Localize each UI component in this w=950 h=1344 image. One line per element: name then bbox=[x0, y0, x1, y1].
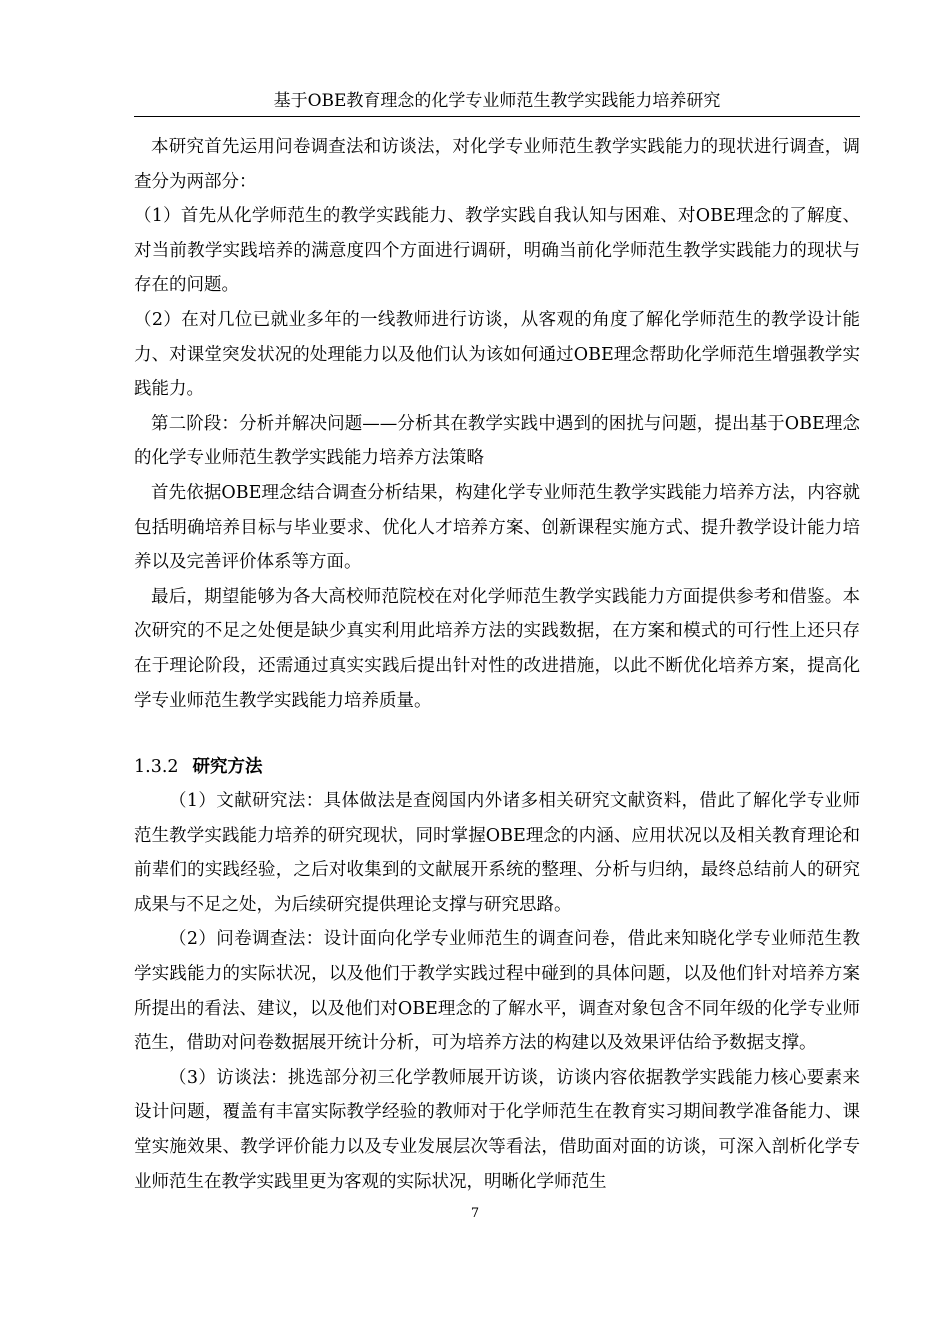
paragraph-literature-method: （1）文献研究法：具体做法是查阅国内外诸多相关研究文献资料，借此了解化学专业师范生教学实践能力培养的研究现状，同时掌握OBE理念的内涵、应用状况以及相关教育理论和前辈们的实践经验，之后对收集到的文献展开系统的整理、分析与归纳，最终总结前人的研究成果与不足之处，为后续研究提供理论支撑与研究思路。 bbox=[134, 791, 860, 915]
paragraph-construct-method: 首先依据OBE理念结合调查分析结果，构建化学专业师范生教学实践能力培养方法，内容就包括明确培养目标与毕业要求、优化人才培养方案、创新课程实施方式、提升教学设计能力培养以及完善评价体系等方面。 bbox=[134, 482, 860, 573]
section-spacer bbox=[134, 718, 860, 750]
paragraph-survey-part-2: （2）在对几位已就业多年的一线教师进行访谈，从客观的角度了解化学师范生的教学设计能力、对课堂突发状况的处理能力以及他们认为该如何通过OBE理念帮助化学师范生增强教学实践能力。 bbox=[134, 309, 860, 400]
page-number: 7 bbox=[470, 1206, 480, 1221]
paragraph-interview-method: （3）访谈法：挑选部分初三化学教师展开访谈，访谈内容依据教学实践能力核心要素来设计问题，覆盖有丰富实际教学经验的教师对于化学师范生在教育实习期间教学准备能力、课堂实施效果、教学评价能力以及专业发展层次等看法，借助面对面的访谈，可深入剖析化学专业师范生在教学实践里更为客观的实际状况，明晰化学师范生 bbox=[134, 1067, 860, 1192]
paragraph-second-stage: 第二阶段：分析并解决问题——分析其在教学实践中遇到的困扰与问题，提出基于OBE理念的化学专业师范生教学实践能力培养方法策略 bbox=[134, 413, 860, 469]
paragraph-questionnaire-method: （2）问卷调查法：设计面向化学专业师范生的调查问卷，借此来知晓化学专业师范生教学实践能力的实际状况，以及他们于教学实践过程中碰到的具体问题，以及他们针对培养方案所提出的看法、建议，以及他们对OBE理念的了解水平，调查对象包含不同年级的化学专业师范生，借助对问卷数据展开统计分析，可为培养方法的构建以及效果评估给予数据支撑。 bbox=[134, 929, 860, 1054]
body-content bbox=[134, 130, 860, 1199]
paragraph-survey-part-1: （1）首先从化学师范生的教学实践能力、教学实践自我认知与困难、对OBE理念的了解度、对当前教学实践培养的满意度四个方面进行调研，明确当前化学师范生教学实践能力的现状与存在的问题。 bbox=[134, 206, 860, 296]
paragraph-conclusion: 最后，期望能够为各大高校师范院校在对化学师范生教学实践能力方面提供参考和借鉴。本次研究的不足之处便是缺少真实利用此培养方法的实践数据，在方案和模式的可行性上还只存在于理论阶段，还需通过真实实践后提出针对性的改进措施，以此不断优化培养方案，提高化学专业师范生教学实践能力培养质量。 bbox=[134, 586, 860, 711]
paragraph-intro: 本研究首先运用问卷调查法和访谈法，对化学专业师范生教学实践能力的现状进行调查，调查分为两部分： bbox=[134, 137, 860, 192]
section-heading bbox=[134, 750, 860, 784]
section-number: 1.3.2 bbox=[134, 757, 179, 778]
running-header: 基于OBE教育理念的化学专业师范生教学实践能力培养研究 bbox=[134, 90, 860, 117]
section-title: 研究方法 bbox=[192, 757, 263, 778]
